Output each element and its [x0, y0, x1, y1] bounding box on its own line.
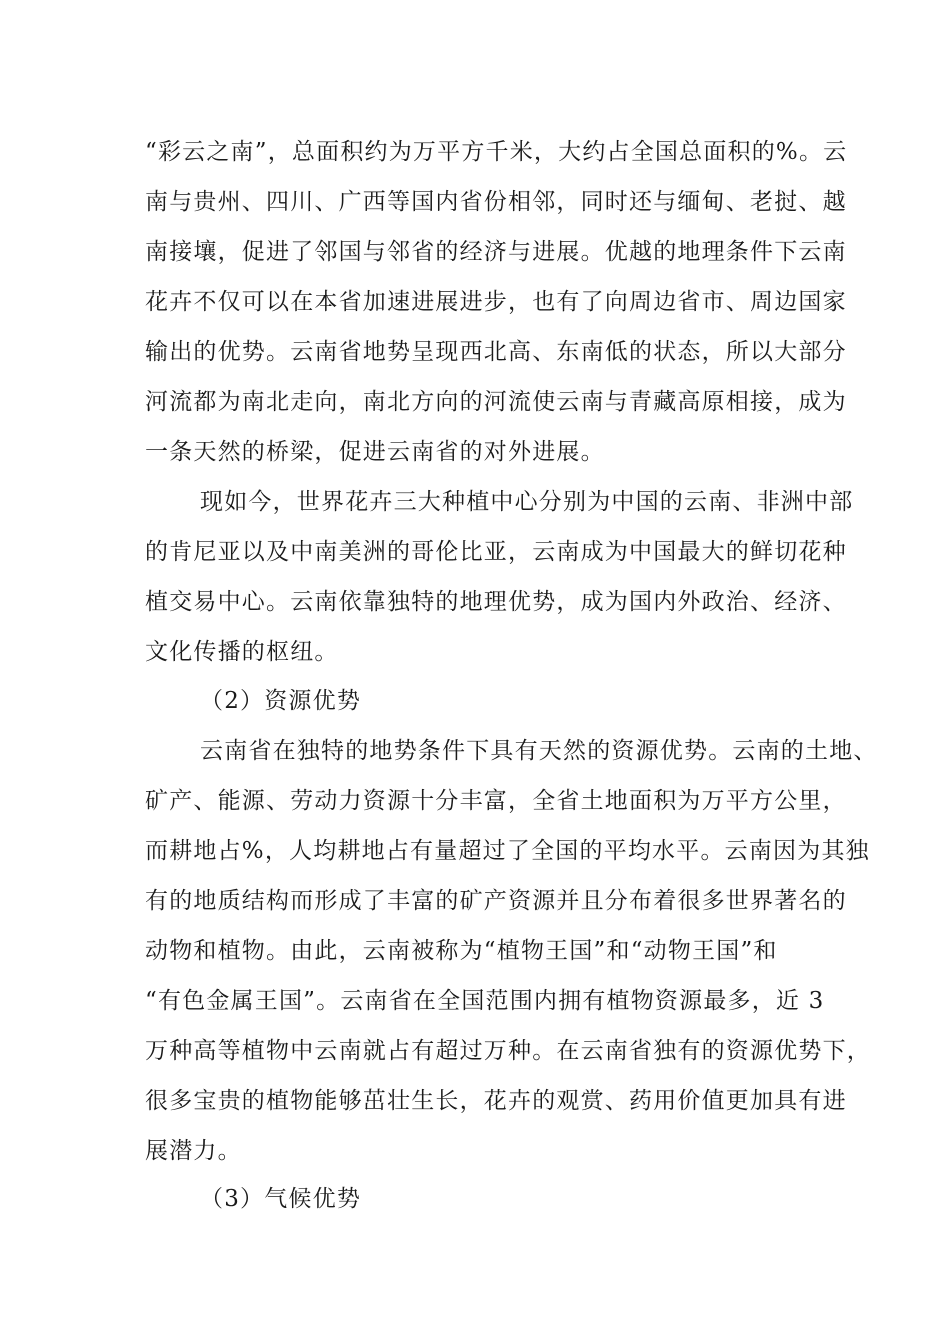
text-line: 一条天然的桥梁，促进云南省的对外进展。	[145, 439, 605, 465]
section-heading: （2）资源优势	[200, 688, 362, 714]
text-line: 有的地质结构而形成了丰富的矿产资源并且分布着很多世界著名的	[145, 888, 847, 914]
text-line: 花卉不仅可以在本省加速进展进步，也有了向周边省市、周边国家	[145, 289, 847, 315]
text-line: 动物和植物。由此，云南被称为“植物王国”和“动物王国”和	[145, 938, 778, 964]
text-line: 河流都为南北走向，南北方向的河流使云南与青藏高原相接，成为	[145, 389, 847, 415]
text-line: 南接壤，促进了邻国与邻省的经济与进展。优越的地理条件下云南	[145, 239, 847, 265]
text-line: “有色金属王国”。云南省在全国范围内拥有植物资源最多，近 3	[145, 988, 825, 1014]
text-line: “彩云之南”，总面积约为万平方千米，大约占全国总面积的%。云	[145, 139, 848, 165]
text-line: 的肯尼亚以及中南美洲的哥伦比亚，云南成为中国最大的鲜切花种	[145, 539, 847, 565]
text-line: 而耕地占%，人均耕地占有量超过了全国的平均水平。云南因为其独	[145, 838, 870, 864]
text-line: 很多宝贵的植物能够茁壮生长，花卉的观赏、药用价值更加具有进	[145, 1088, 847, 1114]
text-line: 文化传播的枢纽。	[145, 639, 339, 665]
text-line: 展潜力。	[145, 1138, 242, 1164]
text-line: 现如今，世界花卉三大种植中心分别为中国的云南、非洲中部	[200, 489, 854, 515]
text-line: 南与贵州、四川、广西等国内省份相邻，同时还与缅甸、老挝、越	[145, 189, 847, 215]
text-line: 矿产、能源、劳动力资源十分丰富，全省土地面积为万平方公里，	[145, 788, 847, 814]
text-line: 云南省在独特的地势条件下具有天然的资源优势。云南的土地、	[200, 738, 878, 764]
text-line: 输出的优势。云南省地势呈现西北高、东南低的状态，所以大部分	[145, 339, 847, 365]
text-line: 植交易中心。云南依靠独特的地理优势，成为国内外政治、经济、	[145, 589, 847, 615]
text-line: 万种高等植物中云南就占有超过万种。在云南省独有的资源优势下，	[145, 1038, 871, 1064]
section-heading: （3）气候优势	[200, 1186, 362, 1212]
